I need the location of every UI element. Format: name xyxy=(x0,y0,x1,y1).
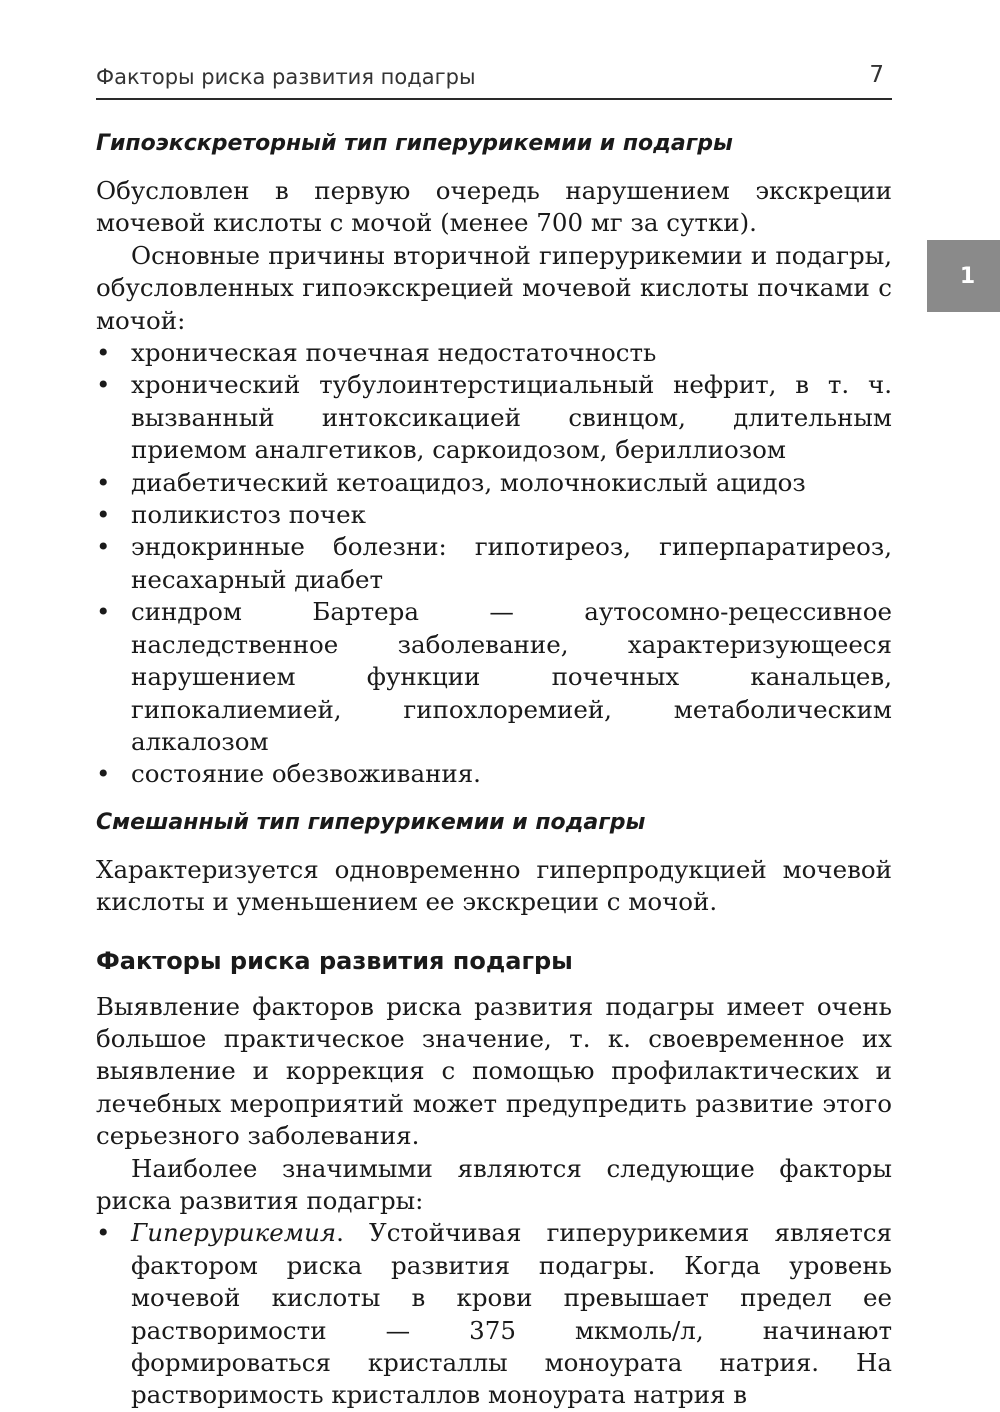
list-item xyxy=(96,596,892,758)
page-number: 7 xyxy=(869,62,884,88)
running-title: Факторы риска развития подагры xyxy=(96,65,476,89)
bullet-icon: • xyxy=(96,370,111,400)
bullet-icon: • xyxy=(96,1218,111,1248)
list-item xyxy=(96,531,892,596)
paragraph: Обусловлен в первую очередь нарушением экскреции мочевой кислоты с мочой (менее 700 мг за сутки). xyxy=(96,176,892,238)
list-item-text: поликистоз почек xyxy=(131,500,366,530)
causes-list xyxy=(96,337,892,791)
bullet-icon: • xyxy=(96,500,111,530)
paragraph: Выявление факторов риска развития подагры имеет очень большое практическое значение, т. к. своевременное их выявление и коррекция с помощью профилактических и лечебных мероприятий может предупредить развитие этого серьезного заболевания. xyxy=(96,991,892,1151)
bullet-icon: • xyxy=(96,597,111,627)
paragraph: Характеризуется одновременно гиперпродукцией мочевой кислоты и уменьшением ее экскреции с мочой. xyxy=(96,854,892,917)
page-body xyxy=(96,126,892,1412)
list-item-text: хронический тубулоинтерстициальный нефрит, в т. ч. вызванный интоксикацией свинцом, длительным приемом аналгетиков, саркоидозом, бериллиозом xyxy=(131,370,892,465)
paragraph: Наиболее значимыми являются следующие факторы риска развития подагры: xyxy=(96,1153,892,1215)
paragraph: Основные причины вторичной гиперурикемии и подагры, обусловленных гипоэкскрецией мочевой кислоты почками с мочой: xyxy=(96,240,892,335)
chapter-tab: 1 xyxy=(927,240,1000,312)
bullet-icon: • xyxy=(96,338,111,368)
list-item-text: диабетический кетоацидоз, молочнокислый ацидоз xyxy=(131,467,806,497)
list-item xyxy=(96,758,892,790)
list-item-text: . Устойчивая гиперурикемия является фактором риска развития подагры. Когда уровень мочевой кислоты в крови превышает предел ее растворимости — 375 мкмоль/л, начинают формироваться кристаллы моноурата натрия. На растворимость кристаллов моноурата натрия в xyxy=(131,1218,892,1410)
bullet-icon: • xyxy=(96,467,111,497)
page-header xyxy=(96,62,892,100)
bullet-icon: • xyxy=(96,759,111,789)
list-item xyxy=(96,1217,892,1411)
section-heading-risk-factors: Факторы риска развития подагры xyxy=(96,946,573,975)
list-item xyxy=(96,467,892,499)
list-item-text: эндокринные болезни: гипотиреоз, гиперпаратиреоз, несахарный диабет xyxy=(131,532,892,594)
bullet-icon: • xyxy=(96,532,111,562)
risk-factors-list xyxy=(96,1217,892,1411)
list-item-text: хроническая почечная недостаточность xyxy=(131,338,657,368)
list-item xyxy=(96,369,892,466)
section-heading-hypoexcretory: Гипоэкскреторный тип гиперурикемии и подагры xyxy=(96,131,733,156)
list-item-term: Гиперурикемия xyxy=(131,1218,337,1248)
list-item-text: синдром Бартера — аутосомно-рецессивное наследственное заболевание, характеризующееся нарушением функции почечных канальцев, гипокалиемией, гипохлоремией, метаболическим алкалозом xyxy=(131,597,892,756)
list-item xyxy=(96,337,892,369)
list-item xyxy=(96,499,892,531)
section-heading-mixed: Смешанный тип гиперурикемии и подагры xyxy=(96,809,646,835)
list-item-text: состояние обезвоживания. xyxy=(131,759,481,789)
